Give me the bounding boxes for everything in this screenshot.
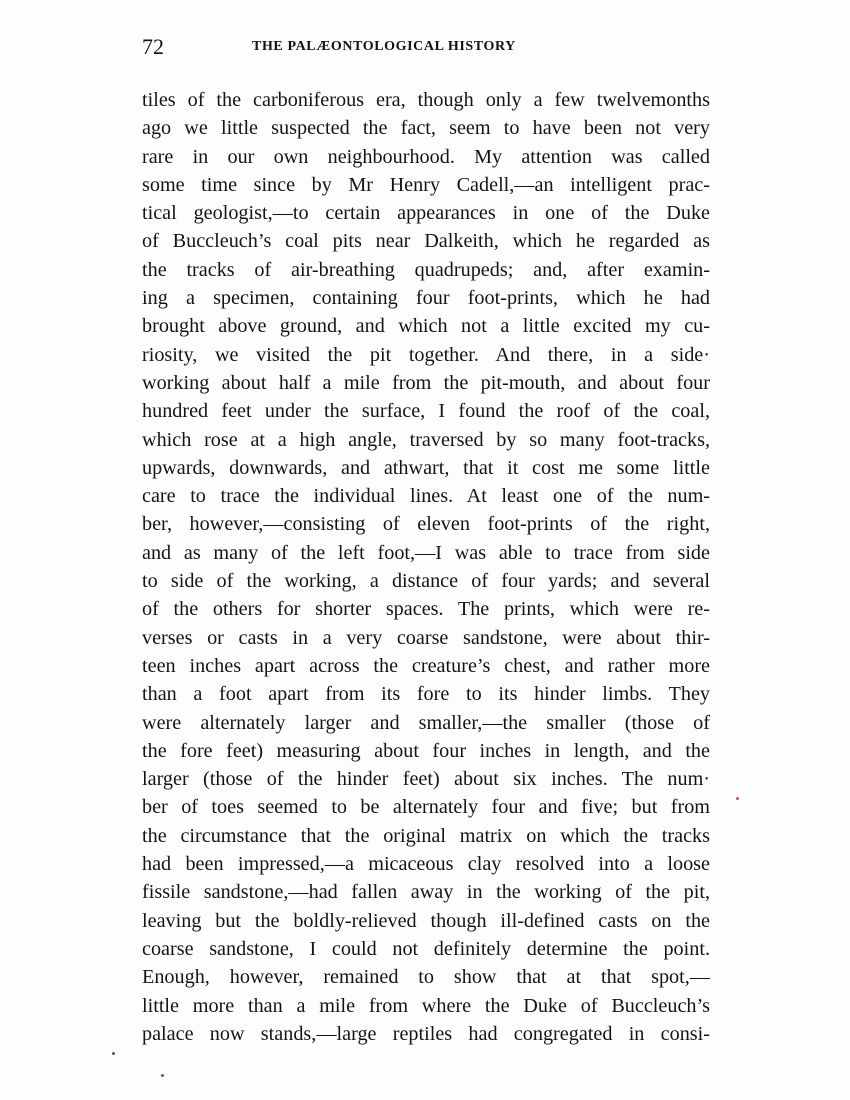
text-line: than a foot apart from its fore to its hinder limbs. They bbox=[142, 683, 710, 706]
text-line: coarse sandstone, I could not definitely determine the point. bbox=[142, 937, 710, 960]
text-line: rare in our own neighbourhood. My attention was called bbox=[142, 145, 710, 168]
text-line: some time since by Mr Henry Cadell,—an intelligent prac- bbox=[142, 173, 710, 196]
text-line: little more than a mile from where the Duke of Buccleuch’s bbox=[142, 994, 710, 1017]
text-line: of Buccleuch’s coal pits near Dalkeith, which he regarded as bbox=[142, 230, 710, 253]
text-line: verses or casts in a very coarse sandstone, were about thir- bbox=[142, 626, 710, 649]
text-line: of the others for shorter spaces. The prints, which were re- bbox=[142, 598, 710, 621]
text-line: the fore feet) measuring about four inches in length, and the bbox=[142, 739, 710, 762]
text-line: the circumstance that the original matrix on which the tracks bbox=[142, 824, 710, 847]
page-header bbox=[142, 34, 710, 64]
text-line: teen inches apart across the creature’s chest, and rather more bbox=[142, 654, 710, 677]
page-number: 72 bbox=[142, 34, 164, 59]
text-line: larger (those of the hinder feet) about six inches. The num· bbox=[142, 768, 710, 791]
text-line: hundred feet under the surface, I found the roof of the coal, bbox=[142, 400, 710, 423]
text-line: upwards, downwards, and athwart, that it cost me some little bbox=[142, 456, 710, 479]
text-line: ago we little suspected the fact, seem to have been not very bbox=[142, 117, 710, 140]
ink-speck bbox=[161, 1074, 164, 1077]
text-line: ing a specimen, containing four foot-prints, which he had bbox=[142, 287, 710, 310]
text-line: which rose at a high angle, traversed by so many foot-tracks, bbox=[142, 428, 710, 451]
text-line: ber, however,—consisting of eleven foot-prints of the right, bbox=[142, 513, 710, 536]
text-line: had been impressed,—a micaceous clay resolved into a loose bbox=[142, 853, 710, 876]
text-line: brought above ground, and which not a little excited my cu- bbox=[142, 315, 710, 338]
text-line: were alternately larger and smaller,—the smaller (those of bbox=[142, 711, 710, 734]
text-line: fissile sandstone,—had fallen away in the working of the pit, bbox=[142, 881, 710, 904]
text-line: working about half a mile from the pit-mouth, and about four bbox=[142, 371, 710, 394]
ink-speck bbox=[112, 1052, 115, 1055]
text-line: Enough, however, remained to show that at that spot,— bbox=[142, 966, 710, 989]
text-line: tical geologist,—to certain appearances in one of the Duke bbox=[142, 202, 710, 225]
text-line: palace now stands,—large reptiles had congregated in consi- bbox=[142, 1022, 710, 1045]
text-line: ber of toes seemed to be alternately four and five; but from bbox=[142, 796, 710, 819]
body-text bbox=[142, 86, 710, 1048]
text-line: to side of the working, a distance of four yards; and several bbox=[142, 570, 710, 593]
text-line: the tracks of air-breathing quadrupeds; and, after examin- bbox=[142, 258, 710, 281]
text-line: and as many of the left foot,—I was able to trace from side bbox=[142, 541, 710, 564]
text-line: tiles of the carboniferous era, though only a few twelvemonths bbox=[142, 89, 710, 111]
running-head: THE PALÆONTOLOGICAL HISTORY bbox=[252, 39, 516, 54]
text-line: leaving but the boldly-relieved though ill-defined casts on the bbox=[142, 909, 710, 932]
text-line: care to trace the individual lines. At least one of the num- bbox=[142, 485, 710, 508]
ink-speck bbox=[736, 797, 739, 800]
text-line: riosity, we visited the pit together. And there, in a side· bbox=[142, 343, 710, 366]
